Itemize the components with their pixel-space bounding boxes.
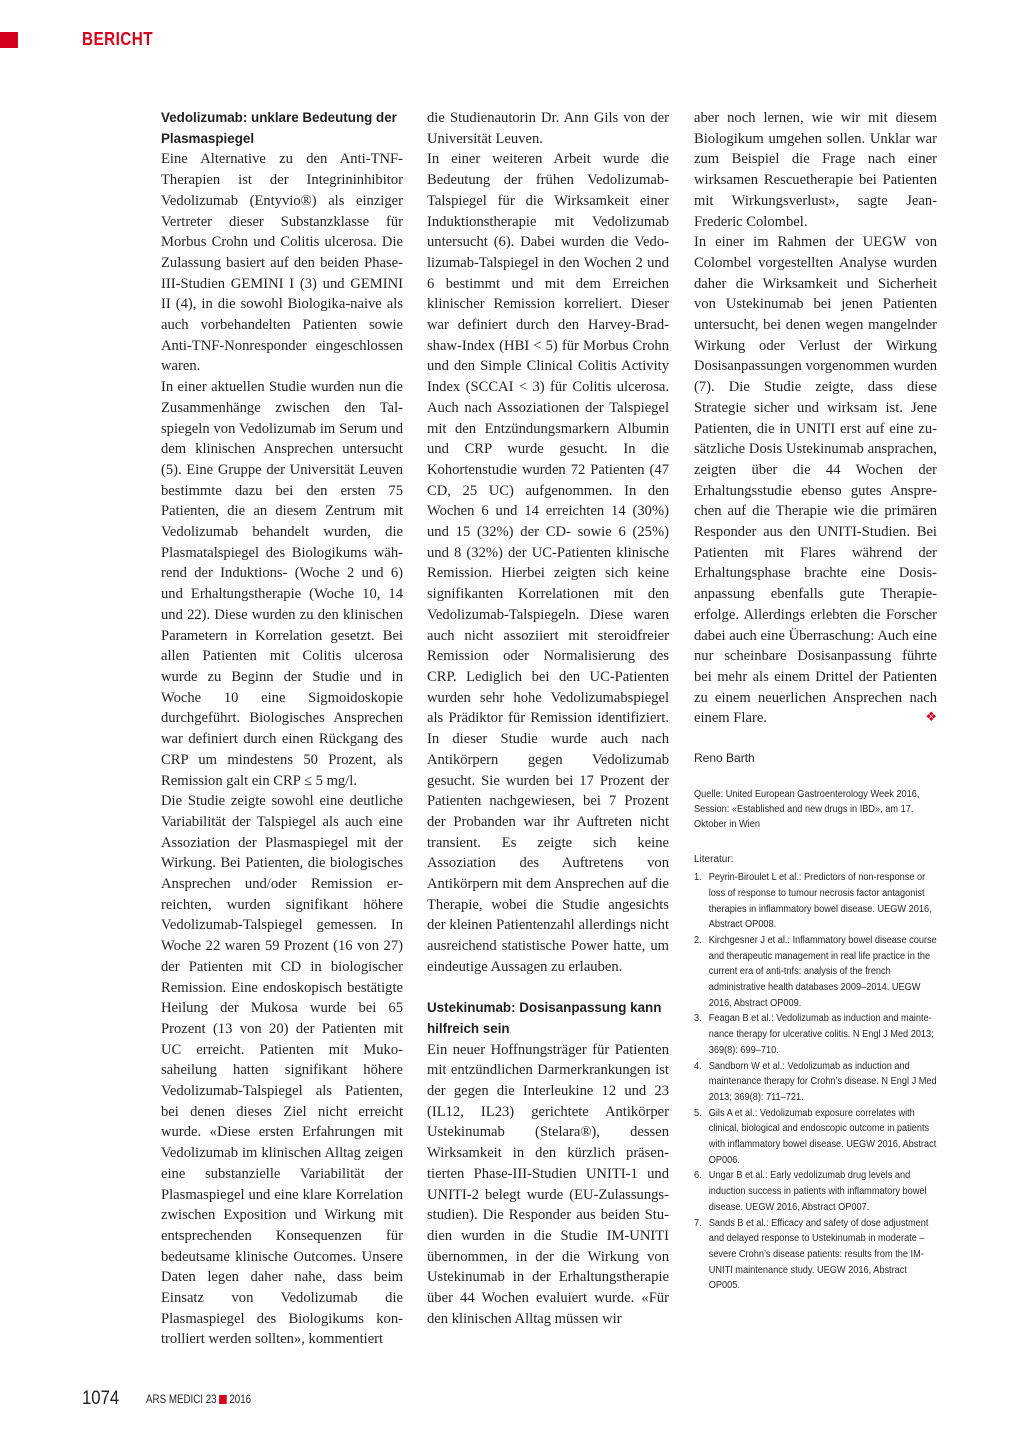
reference-item: [694, 1106, 937, 1169]
reference-text: Sandborn W et al.: Vedolizumab as induction and maintenance therapy for Crohn’s disease. N Engl J Med 2013; 369(8): 711–721.: [708, 1060, 937, 1103]
reference-item: [694, 933, 937, 1012]
reference-item: [694, 1059, 937, 1106]
paragraph: Ein neuer Hoffnungsträger für Patienten mit entzündlichen Darmerkrankungen ist der gegen die Interleukine 12 und 23 (IL12, IL23) gerichtete Antikörper Ustekinumab (Stelara®), dessen Wirksamkeit in den kürzlich präsentierten Phase-III-Studien UNITI-1 und UNITI-2 belegt wurde (EU-Zulassungsstudien). Die Responder aus beiden Studien wurden in die Studie IM-UNITI übernommen, in der die Wirkung von Ustekinumab in der Erhaltungstherapie über 44 Wochen evaluiert wurde. «Für den klinischen Alltag müssen wir: [427, 1041, 669, 1327]
reference-number: 1.: [694, 872, 702, 884]
reference-text: Ungar B et al.: Early vedolizumab drug levels and induction success in patients with inflammatory bowel disease. UEGW 2016, Abstract OP007.: [708, 1170, 927, 1213]
issue-separator-square: [219, 1395, 227, 1404]
literature-title: Literatur:: [694, 854, 734, 866]
source-note: Quelle: United European Gastroenterology Week 2016, Session: «Established and new drugs in IBD», am 17. Oktober in Wien: [694, 789, 920, 831]
section-marker: [0, 32, 18, 48]
heading-ustekinumab: Ustekinumab: Dosisanpassung kann hilfreich sein: [427, 1000, 662, 1036]
column-2: [427, 108, 669, 1329]
paragraph: die Studienautorin Dr. Ann Gils von der Universität Leuven.: [427, 110, 669, 147]
reference-text: Peyrin-Biroulet L et al.: Predictors of non-response or loss of response to tumour necrosis factor antagonist therapies in inflammatory bowel disease. UEGW 2016, Abstract OP008.: [708, 872, 932, 931]
reference-text: Kirchgesner J et al.: Inflammatory bowel disease course and therapeutic management in real life practice in the current era of anti-tnfs: analysis of the french administrative health databases 2009–2014. UEGW 2016, Abstract OP009.: [708, 934, 937, 1009]
reference-item: [694, 870, 937, 933]
paragraph: In einer aktuellen Studie wurden nun die Zusammenhänge zwischen den Talspiegeln von Vedolizumab im Serum und dem klinischen Ansprechen untersucht (5). Eine Gruppe der Universität Leuven bestimmte dazu bei den ersten 75 Patienten, die an diesem Zentrum mit Vedolizumab behandelt wurden, die Plasmatalspiegel des Biologikums während der Induktions- (Woche 2 und 6) und Erhaltungstherapie (Woche 10, 14 und 22). Diese wurden zu den klinischen Parametern in Korrelation gesetzt. Bei allen Patienten mit Colitis ulcerosa wurde zu Beginn der Studie und in Woche 10 eine Sigmoidoskopie durchgeführt. Biologisches Ansprechen war definiert durch einen Rückgang des CRP um mindestens 50 Prozent, als Remission galt ein CRP ≤ 5 mg/l.: [161, 379, 403, 789]
heading-vedolizumab: Vedolizumab: unklare Bedeutung der Plasmaspiegel: [161, 110, 397, 146]
reference-item: [694, 1011, 937, 1058]
reference-text: Gils A et al.: Vedolizumab exposure correlates with clinical, biological and endoscopic outcome in patients with inflammatory bowel disease. UEGW 2016, Abstract OP006.: [708, 1107, 937, 1166]
column-3: [694, 108, 937, 1294]
reference-number: 7.: [694, 1217, 702, 1229]
section-label: BERICHT: [82, 29, 153, 49]
paragraph: Die Studie zeigte sowohl eine deutliche Variabilität der Talspiegel als auch eine Assoziation der Plasmaspiegel mit der Wirkung. Bei Patienten, die biologisches Ansprechen und/oder Remission erreichten, wurden signifikant höhere Vedolizumab-Talspiegel gemessen. In Woche 22 waren 59 Prozent (16 von 27) der Patienten mit CD in biologischer Remission. Eine endoskopisch bestätigte Heilung der Mukosa wurde bei 65 Prozent (13 von 20) der Patienten mit UC erreicht. Patienten mit Mukosaheilung hatten signifikant höhere Vedolizumab-Talspiegel als Patienten, bei denen dieses Ziel nicht erreicht wurde. «Diese ersten Erfahrungen mit Vedolizumab im klinischen Alltag zeigen eine substanzielle Variabilität der Plasmaspiegel und eine klare Korrelation zwischen Exposition und Wirkung mit entsprechenden Konsequenzen für bedeutsame klinische Outcomes. Unsere Daten legen daher nahe, dass beim Einsatz von Vedolizumab die Plasmaspiegel des Biologikums kontrolliert werden sollten», kommentiert: [161, 793, 403, 1348]
reference-item: [694, 1216, 937, 1295]
reference-number: 5.: [694, 1107, 702, 1119]
reference-list: [694, 870, 937, 1294]
reference-item: [694, 1168, 937, 1215]
paragraph: aber noch lernen, wie wir mit diesem Biologikum umgehen sollen. Unklar war zum Beispiel die Frage nach einer wirksamen Rescuetherapie bei Patienten mit Wirkungsverlust», sagte Jean-Frederic Colombel.: [694, 110, 937, 230]
paragraph: In einer weiteren Arbeit wurde die Bedeutung der frühen Vedolizumab-Talspiegel für die Wirksamkeit einer Induktionstherapie mit Vedolizumab untersucht (6). Dabei wurden die Vedolizumab-Talspiegel in den Wochen 2 und 6 bestimmt und mit dem Erreichen klinischer Remission korreliert. Dieser war definiert durch den Harvey-Bradshaw-Index (HBI < 5) für Morbus Crohn und den Simple Clinical Colitis Activity Index (SCCAI < 3) für Colitis ulcerosa. Auch nach Assoziationen der Talspiegel mit den Entzündungsmarkern Albumin und CRP wurde gesucht. In die Kohortenstudie wurden 72 Patienten (47 CD, 25 UC) aufgenommen. In den Wochen 6 und 14 erreichten 14 (30%) und 15 (32%) der CD- sowie 6 (25%) und 8 (32%) der UC-Patienten klinische Remission. Hierbei zeigten sich keine signifikanten Korrelationen mit den Vedolizumab-Talspiegeln. Diese waren auch nicht assoziiert mit steroidfreier Remission oder Normalisierung des CRP. Lediglich bei den UC-Patienten wurden sehr hohe Vedolizumabspiegel als Prädiktor für Remission identifiziert. In dieser Studie wurde auch nach Antikörpern gegen Vedolizumab gesucht. Sie wurden bei 17 Prozent der Patienten nachgewiesen, bei 7 Prozent der Probanden war ihr Auftreten nicht transient. Es zeigte sich keine Assoziation des Auftretens von Antikörpern mit dem Ansprechen auf die Therapie, wobei die Studie angesichts der kleinen Patientenzahl allerdings nicht ausreichend statistische Power hatte, um eindeutige Aussagen zu erlauben.: [427, 151, 669, 975]
reference-text: Sands B et al.: Efficacy and safety of dose adjustment and delayed response to Ustekinumab in moderate – severe Crohn’s disease patients: results from the IM-UNITI maintenance study. UEGW 2016, Abstract OP005.: [708, 1217, 929, 1292]
end-mark-icon: ❖: [925, 710, 937, 726]
reference-number: 4.: [694, 1060, 702, 1072]
magazine-issue: ARS MEDICI 23 2016: [146, 1394, 252, 1406]
page-number: 1074: [82, 1388, 120, 1409]
reference-text: Feagan B et al.: Vedolizumab as induction and maintenance therapy for ulcerative colitis. N Engl J Med 2013; 369(8): 699–710.: [708, 1013, 934, 1056]
reference-number: 3.: [694, 1013, 702, 1025]
reference-number: 2.: [694, 934, 702, 946]
paragraph: Eine Alternative zu den Anti-TNF-Therapien ist der Integrininhibitor Vedolizumab (Entyvio®) als einziger Vertreter dieser Substanzklasse für Morbus Crohn und Colitis ulcerosa. Die Zulassung basiert auf den beiden Phase-III-Studien GEMINI I (3) und GEMINI II (4), in die sowohl Biologika-naive als auch vorbehandelten Patienten sowie Anti-TNF-Nonresponder eingeschlossen waren.: [161, 151, 403, 375]
column-1: [161, 108, 403, 1350]
author: Reno Barth: [694, 751, 755, 766]
paragraph: In einer im Rahmen der UEGW von Colombel vorgestellten Analyse wurden daher die Wirksamkeit und Sicherheit von Ustekinumab bei jenen Patienten untersucht, bei denen wegen mangelnder Wirkung oder Verlust der Wirkung Dosisanpassungen vorgenommen wurden (7). Die Studie zeigte, dass diese Strategie sicher und wirksam ist. Jene Patienten, die in UNITI erst auf eine zusätzliche Dosis Ustekinumab ansprachen, zeigten über die 44 Wochen der Erhaltungsstudie ebenso gutes Ansprechen auf die Therapie wie die primären Responder aus den UNITI-Studien. Bei Patienten mit Flares während der Erhaltungsphase brachte eine Dosisanpassung ebenfalls gute Therapieerfolge. Allerdings erlebten die Forscher dabei auch eine Überraschung: Auch eine nur scheinbare Dosisanpassung führte bei mehr als einem Drittel der Patienten zu einem neuerlichen Ansprechen nach einem Flare. ❖: [694, 232, 937, 729]
reference-number: 6.: [694, 1170, 702, 1182]
